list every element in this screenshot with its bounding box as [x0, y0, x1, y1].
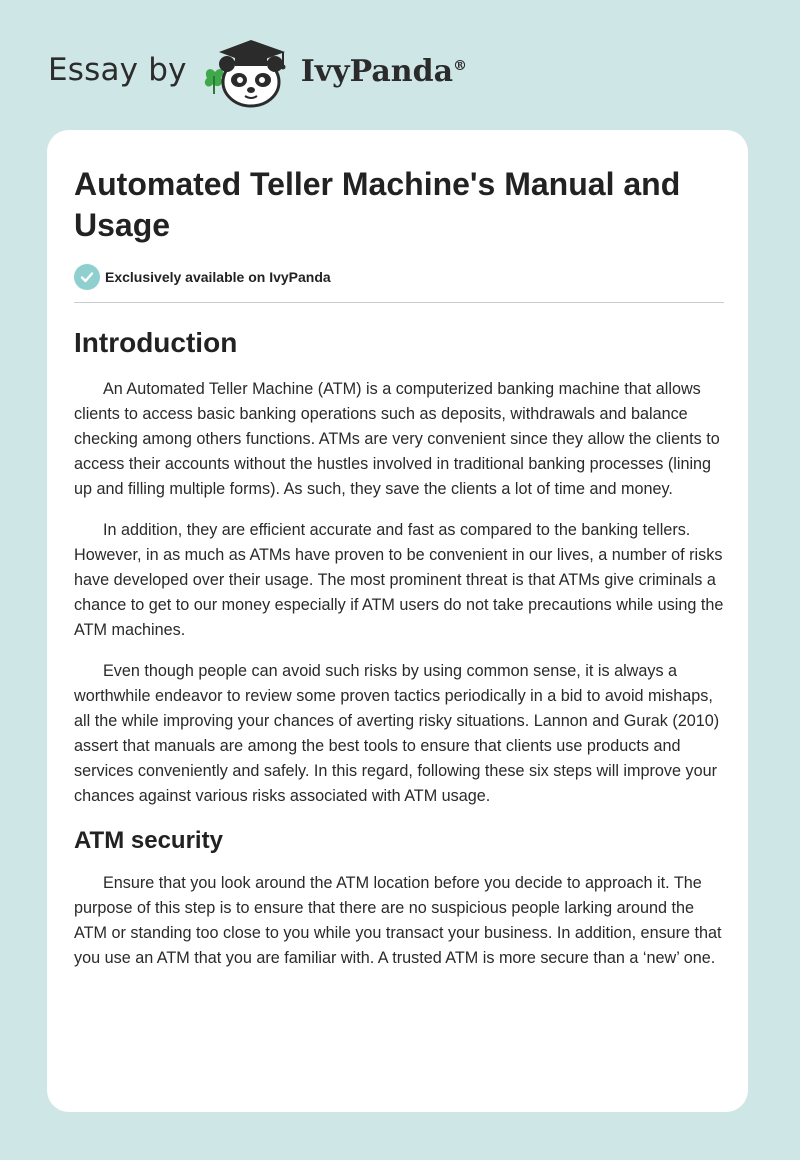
brand-name: IvyPanda — [300, 53, 454, 89]
panda-logo-icon[interactable] — [201, 36, 293, 108]
site-header — [48, 36, 468, 108]
paragraph: In addition, they are efficient accurate and fast as compared to the banking tellers. However, in as much as ATMs have proven to be convenient in our lives, a number of risks have developed over their usage. The most prominent threat is that ATMs give criminals a chance to get to our money especially if ATM users do not take precautions while using the ATM machines. — [74, 521, 724, 639]
essay-by-label: Essay by — [48, 52, 187, 88]
title-divider — [74, 302, 724, 303]
essay-content — [74, 164, 724, 987]
registered-mark: ® — [453, 57, 468, 74]
exclusive-label: Exclusively available on IvyPanda — [105, 269, 331, 285]
essay-card — [47, 130, 748, 1112]
paragraph: Ensure that you look around the ATM location before you decide to approach it. The purpose of this step is to ensure that there are no suspicious people larking around the ATM or standing too close to you while you transact your business. In addition, ensure that you use an ATM that you are familiar with. A trusted ATM is more secure than a ‘new’ one. — [74, 874, 722, 967]
check-icon — [74, 264, 100, 290]
paragraph: An Automated Teller Machine (ATM) is a computerized banking machine that allows clients to access basic banking operations such as deposits, withdrawals and balance checking among others functions. ATMs are very convenient since they allow the clients to access their accounts without the hustles involved in traditional banking processes (lining up and filling multiple forms). As such, they save the clients a lot of time and money. — [74, 380, 720, 498]
paragraph: Even though people can avoid such risks by using common sense, it is always a worthwhile endeavor to review some proven tactics periodically in a bid to avoid mishaps, all the while improving your chances of averting risky situations. Lannon and Gurak (2010) assert that manuals are among the best tools to ensure that clients use products and services conveniently and safely. In this regard, following these six steps will improve your chances against various risks associated with ATM usage. — [74, 662, 720, 805]
ivy-leaf-icon — [205, 69, 223, 94]
exclusive-badge — [74, 264, 724, 290]
section-heading: ATM security — [74, 827, 223, 854]
ivypanda-brand[interactable] — [301, 54, 467, 89]
essay-title: Automated Teller Machine's Manual and Usage — [74, 166, 681, 243]
section-heading: Introduction — [74, 327, 238, 358]
